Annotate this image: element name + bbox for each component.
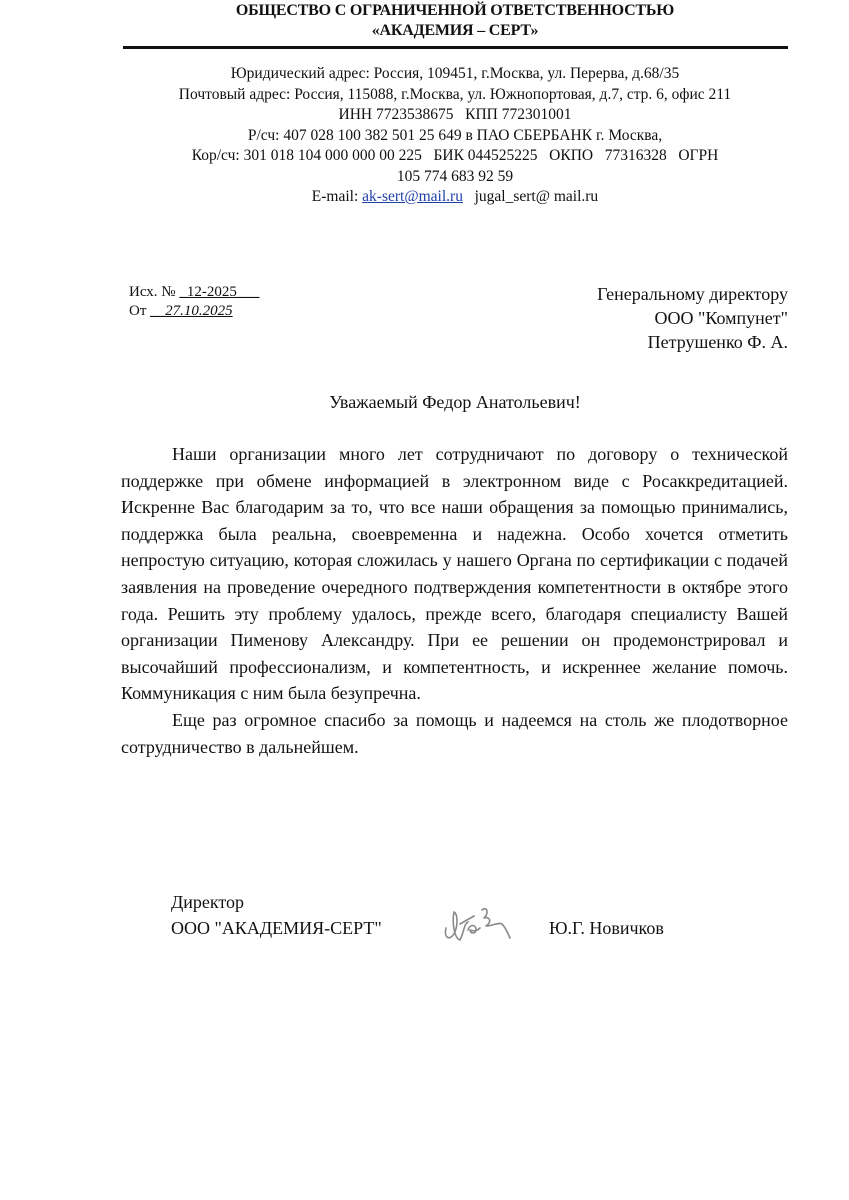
outgoing-reference	[129, 283, 259, 321]
inn-kpp: ИНН 7723538675 КПП 772301001	[338, 106, 572, 123]
email-link-primary[interactable]: ak-sert@mail.ru	[362, 188, 463, 205]
addressee-name: Петрушенко Ф. А.	[647, 332, 788, 352]
addressee-block	[597, 282, 788, 354]
signer-organization: ООО "АКАДЕМИЯ-СЕРТ"	[171, 918, 382, 938]
reference-number-value: _12-2025___	[179, 284, 260, 300]
signer-name: Ю.Г. Новичков	[549, 918, 664, 938]
legal-address: Юридический адрес: Россия, 109451, г.Москва, ул. Перерва, д.68/35	[230, 65, 680, 82]
org-name-line2: «АКАДЕМИЯ – СЕРТ»	[371, 22, 539, 39]
bank-account: Р/сч: 407 028 100 382 501 25 649 в ПАО СБЕРБАНК г. Москва,	[247, 126, 663, 144]
reference-date-label: От	[129, 303, 151, 319]
reference-number-label: Исх. №	[129, 284, 180, 300]
org-name-line1: ОБЩЕСТВО С ОГРАНИЧЕННОЙ ОТВЕТСТВЕННОСТЬЮ	[235, 2, 675, 19]
ogrn: 105 774 683 92 59	[396, 167, 514, 185]
email-label: E-mail:	[311, 188, 363, 205]
letter-body	[121, 441, 788, 760]
header-divider	[123, 46, 788, 49]
email-line	[120, 187, 790, 208]
body-paragraph-1: Наши организации много лет сотрудничают по договору о технической поддержке при обмене информацией в электронном виде с Росаккредитацией. Искренне Вас благодарим за то, что все наши обращения за помощью принимались, поддержка была реальна, своевременна и надежна. Особо хочется отметить непростую ситуацию, которая сложилась у нашего Органа по сертификации с подачей заявления на проведение очередного подтверждения компетентности в октябре этого года. Решить эту проблему удалось, прежде всего, благодаря специалисту Вашей организации Пименову Александру. При ее решении он продемонстрировал и высочайший профессионализм, и компетентность, и искреннее желание помочь. Коммуникация с ним была безупречна.	[121, 444, 788, 704]
email-secondary: jugal_sert@ mail.ru	[462, 188, 599, 205]
signer-title: Директор	[171, 892, 245, 912]
signature-icon	[440, 902, 520, 946]
reference-date-line	[129, 302, 259, 321]
reference-number-line	[129, 283, 259, 302]
salutation: Уважаемый Федор Анатольевич!	[329, 392, 581, 412]
postal-address: Почтовый адрес: Россия, 115088, г.Москва, ул. Южнопортовая, д.7, стр. 6, офис 211	[178, 85, 732, 103]
company-requisites	[120, 64, 790, 208]
body-paragraph-2: Еще раз огромное спасибо за помощь и надеемся на столь же плодотворное сотрудничество в дальнейшем.	[121, 709, 788, 757]
addressee-company: ООО "Компунет"	[654, 308, 788, 328]
correspondent-account: Кор/сч: 301 018 104 000 000 00 225 БИК 044525225 ОКПО 77316328 ОГРН	[191, 147, 719, 164]
addressee-position: Генеральному директору	[597, 284, 788, 304]
reference-date-value: __27.10.2025	[150, 303, 233, 319]
